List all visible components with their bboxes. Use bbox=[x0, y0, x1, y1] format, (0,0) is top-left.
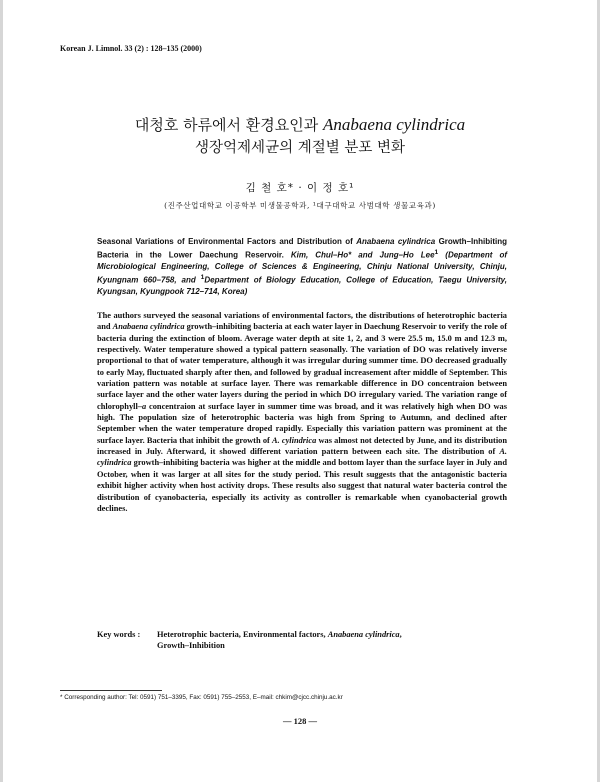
english-title-cont: Growth–Inhibiting Bacteria in the Lower Daechung Reservoir. bbox=[97, 237, 507, 260]
species-name: A. cylindrica bbox=[97, 447, 507, 468]
title-species: Anabaena cylindrica bbox=[323, 115, 466, 134]
species-name: A. cylindrica bbox=[271, 435, 317, 445]
chlorophyll-a-italic: a bbox=[142, 401, 147, 411]
english-affiliation-1: (Department of Microbiological Engineering, College of Sciences & Engineering, Chinju National University, Chinju, Kyungnam 660–758, and bbox=[97, 250, 507, 285]
affiliation-korean: (진주산업대학교 이공학부 미생물공학과, ¹대구대학교 사범대학 생물교육과) bbox=[164, 201, 436, 210]
species-name: Anabaena cylindrica bbox=[112, 322, 185, 332]
keywords-line-1 bbox=[97, 629, 512, 640]
keywords-species: Anabaena cylindrica bbox=[327, 630, 400, 639]
author-superscript: 1 bbox=[434, 249, 439, 257]
english-authors: Kim, Chul–Ho* and Jung–Ho Lee bbox=[283, 250, 435, 260]
english-affiliation-2: Department of Biology Education, College of Education, Taegu University, Kyungsan, Kyungpook 712–714, Korea) bbox=[97, 275, 508, 297]
keywords-comma: , bbox=[399, 630, 402, 639]
paper-title-line-2: 생장억제세균의 계절별 분포 변화 bbox=[195, 140, 405, 156]
keywords-line-2: Growth–Inhibition bbox=[157, 641, 225, 651]
abstract-text: growth–inhibiting bacteria was higher at the middle and bottom layer than the surface layer in July and October, when it was larger at all sites for the study period. This result suggests that the antagonistic bacteria exhibit higher activity when host activity drops. These results also suggest that natural water bacteria control the distribution of cyanobacteria, especially its activity as controller is remarkable when cyanobacterial growth declines. bbox=[97, 458, 507, 513]
authors-korean: 김 철 호* · 이 정 호¹ bbox=[245, 182, 355, 194]
english-title: Seasonal Variations of Environmental Factors and Distribution of bbox=[97, 237, 357, 246]
title-korean-part: 대청호 하류에서 환경요인과 bbox=[134, 116, 324, 134]
english-title-block bbox=[97, 236, 507, 297]
abstract bbox=[97, 310, 507, 514]
english-title-species: Anabaena cylindrica bbox=[356, 237, 436, 246]
affiliation-superscript: 1 bbox=[200, 274, 205, 282]
keywords-label: Key words : bbox=[97, 630, 141, 639]
footnote-rule bbox=[60, 690, 162, 691]
keywords bbox=[97, 629, 512, 652]
page-number: — 128 — bbox=[283, 716, 317, 726]
keywords-text: Heterotrophic bacteria, Environmental factors, bbox=[157, 630, 328, 639]
paper-title-line-1 bbox=[0, 114, 600, 135]
abstract-text: concentraion at surface layer in summer time was broad, and it was relatively high when DO was high. The population size of heterotrophic bacteria was high from Spring to Autumn, and declined after September when the water temperature droped rapidly. Especially this variation pattern was prominent at the surface layer. Bacteria that inhibit the growth of bbox=[97, 401, 507, 445]
corresponding-author-footnote: * Corresponding author: Tel: 0591) 751–3395, Fax: 0591) 755–2553, E–mail: chkim@cjcc.chinju.ac.kr bbox=[60, 694, 343, 701]
abstract-text: growth–inhibiting bacteria at each water layer in Daechung Reservoir to verify the role of bacteria during the extinction of bloom. Average water depth at site 1, 2, and 3 were 25.5 m, 15.0 m and 12.3 m, respectively. Water temperature showed a typical pattern seasonally. The variation of DO was relatively inverse proportional to that of water temperature, although it was irregular during summer time. DO decreased gradually to early May, fluctuated sharply after then, and followed by gradual increasement after middle of September. This variation pattern was notable at surface layer. There was remarkable difference in DO concentraion between surface layer and the other water layers during the period in which DO irregulary varied. The variation range of chlorophyll– bbox=[97, 322, 507, 411]
journal-reference: Korean J. Limnol. 33 (2) : 128–135 (2000) bbox=[60, 44, 202, 53]
abstract-text: The authors surveyed the seasonal variations of environmental factors, the distributions of heterotrophic bacteria and bbox=[97, 311, 507, 332]
abstract-text: was almost not detected by June, and its distribution increased in July. Afterward, it showed different variation pattern between each site. The distribution of bbox=[97, 435, 507, 457]
